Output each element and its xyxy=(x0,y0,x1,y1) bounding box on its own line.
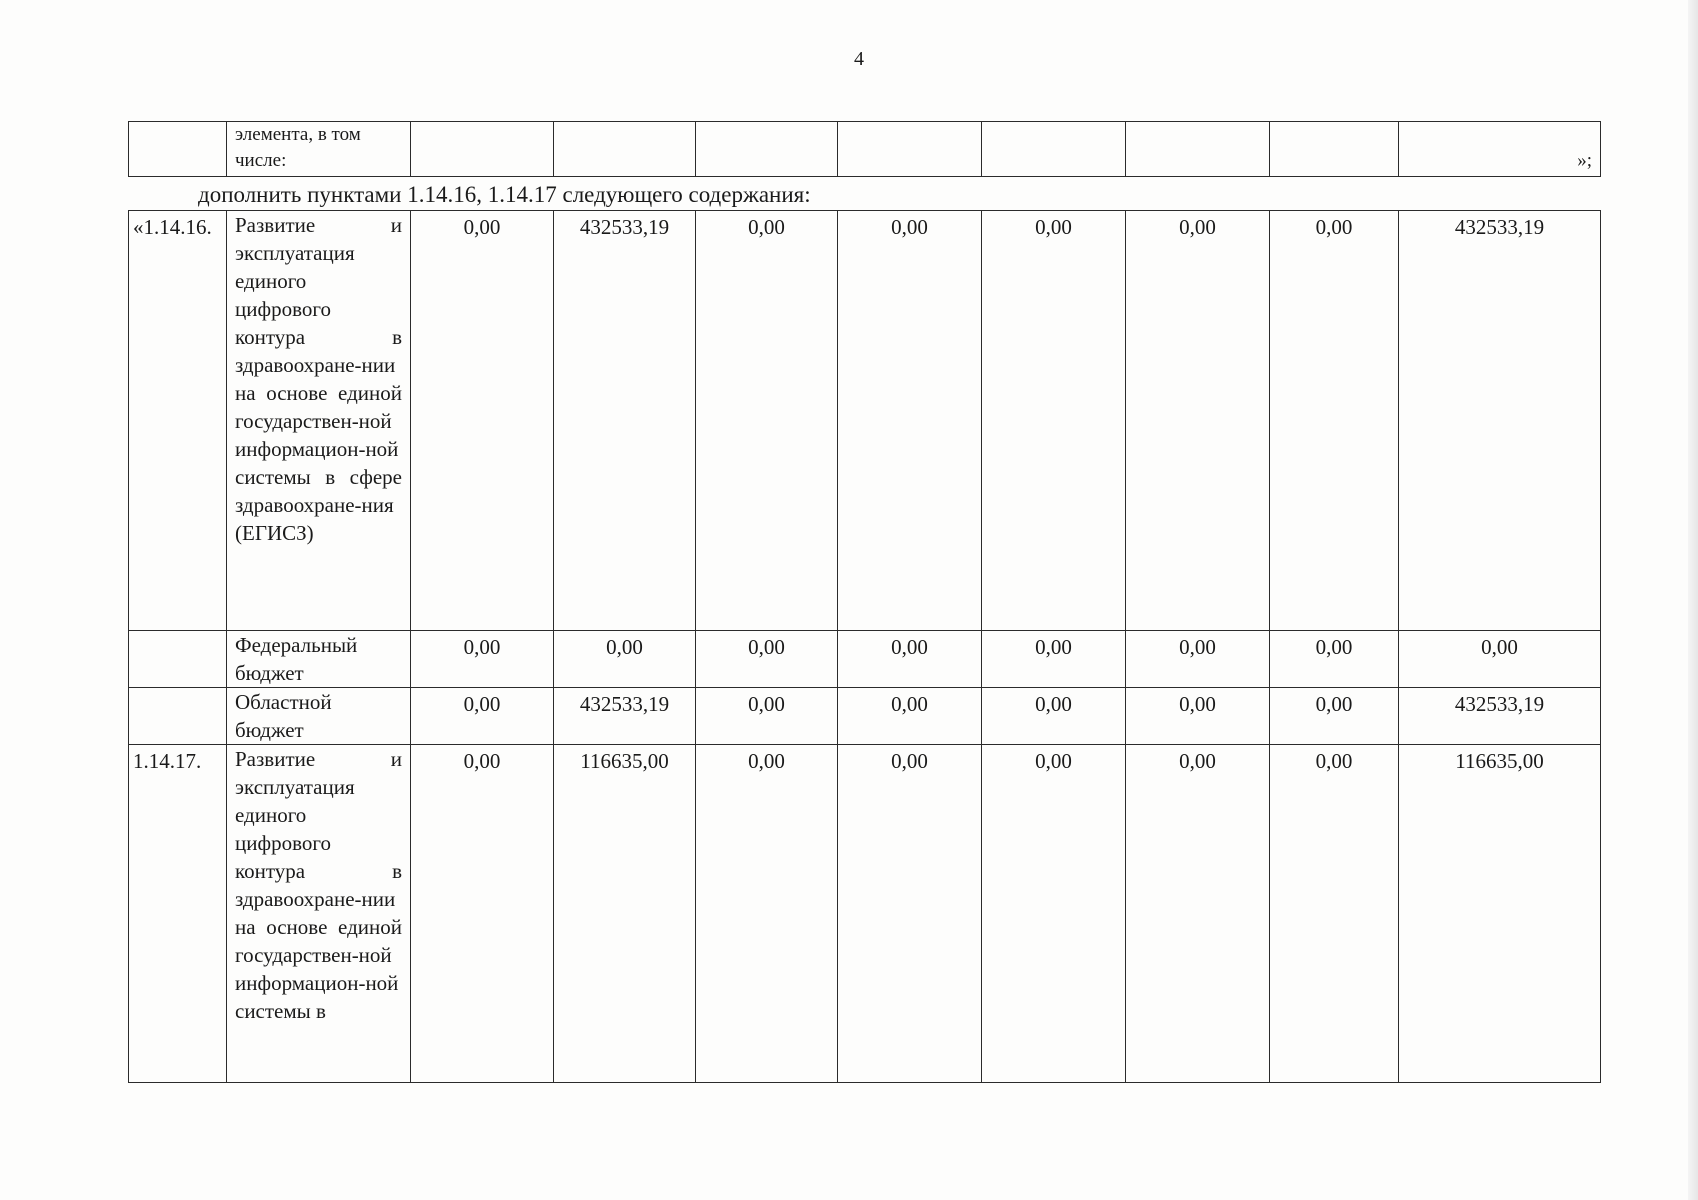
empty-cell xyxy=(982,122,1126,177)
value-cell: 0,00 xyxy=(411,745,554,1083)
value-cell: 0,00 xyxy=(982,211,1126,631)
value-cell: 0,00 xyxy=(1270,745,1399,1083)
previous-table-end xyxy=(128,121,1601,177)
value-cell: 0,00 xyxy=(1270,631,1399,688)
value-cell: 0,00 xyxy=(411,688,554,745)
value-cell: 0,00 xyxy=(1126,745,1270,1083)
row-name: Федеральный бюджет xyxy=(227,631,411,688)
page-number: 4 xyxy=(854,48,864,70)
empty-cell xyxy=(696,122,838,177)
empty-cell xyxy=(838,122,982,177)
value-cell: 432533,19 xyxy=(554,688,696,745)
row-index: «1.14.16. xyxy=(129,211,227,631)
value-cell: 116635,00 xyxy=(1399,745,1601,1083)
row-name: Развитие и эксплуатация единого цифрового контура в здравоохране-нии на основе единой государствен-ной информацион-ной системы в xyxy=(227,745,411,1083)
name-cell: элемента, в том числе: xyxy=(227,122,411,177)
value-cell: 0,00 xyxy=(1270,211,1399,631)
empty-cell xyxy=(1270,122,1399,177)
value-cell: 0,00 xyxy=(411,631,554,688)
value-cell: 0,00 xyxy=(838,211,982,631)
closing-quote: »; xyxy=(1577,150,1592,171)
value-cell: 0,00 xyxy=(696,631,838,688)
closing-cell xyxy=(1399,122,1601,177)
value-cell: 0,00 xyxy=(838,688,982,745)
table-row xyxy=(129,688,1601,745)
value-cell: 116635,00 xyxy=(554,745,696,1083)
value-cell: 432533,19 xyxy=(554,211,696,631)
value-cell: 0,00 xyxy=(1126,631,1270,688)
value-cell: 432533,19 xyxy=(1399,688,1601,745)
table-row xyxy=(129,211,1601,631)
row-index xyxy=(129,688,227,745)
value-cell: 0,00 xyxy=(838,745,982,1083)
empty-cell xyxy=(1126,122,1270,177)
value-cell: 0,00 xyxy=(696,688,838,745)
row-name: Областной бюджет xyxy=(227,688,411,745)
table-row xyxy=(129,631,1601,688)
table-row xyxy=(129,745,1601,1083)
value-cell: 0,00 xyxy=(982,631,1126,688)
empty-cell xyxy=(411,122,554,177)
value-cell: 0,00 xyxy=(1126,211,1270,631)
value-cell: 0,00 xyxy=(696,745,838,1083)
row-index xyxy=(129,631,227,688)
value-cell: 0,00 xyxy=(411,211,554,631)
budget-table xyxy=(128,210,1601,1083)
scan-edge xyxy=(1688,0,1698,1200)
value-cell: 0,00 xyxy=(1270,688,1399,745)
row-name: Развитие и эксплуатация единого цифрового контура в здравоохране-нии на основе единой государствен-ной информацион-ной системы в сфере здравоохране-ния (ЕГИСЗ) xyxy=(227,211,411,631)
value-cell: 0,00 xyxy=(838,631,982,688)
empty-cell xyxy=(554,122,696,177)
value-cell: 0,00 xyxy=(696,211,838,631)
empty-cell xyxy=(129,122,227,177)
intro-text: дополнить пунктами 1.14.16, 1.14.17 следующего содержания: xyxy=(198,182,811,207)
value-cell: 0,00 xyxy=(554,631,696,688)
value-cell: 0,00 xyxy=(982,745,1126,1083)
value-cell: 0,00 xyxy=(982,688,1126,745)
value-cell: 432533,19 xyxy=(1399,211,1601,631)
value-cell: 0,00 xyxy=(1399,631,1601,688)
row-index: 1.14.17. xyxy=(129,745,227,1083)
table-row xyxy=(129,122,1601,177)
value-cell: 0,00 xyxy=(1126,688,1270,745)
